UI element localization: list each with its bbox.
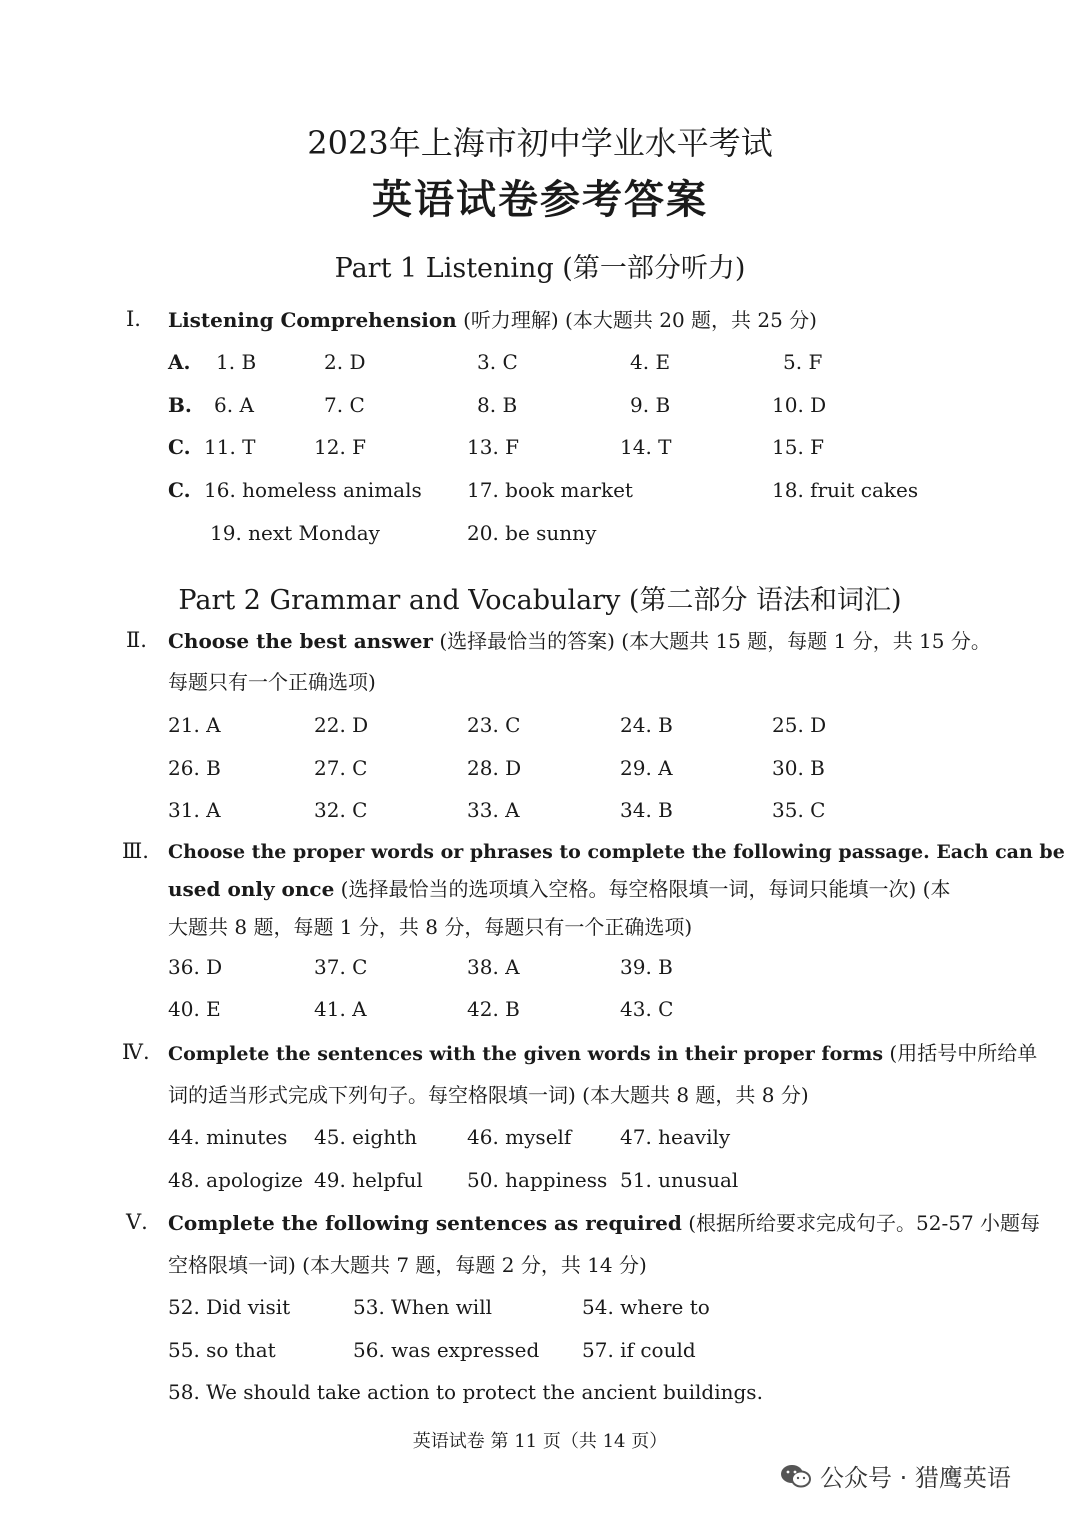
section-heading-rest: (用括号中所给单 — [883, 1041, 1038, 1065]
answer-item: 26. B — [168, 756, 221, 780]
section-heading-line2: 空格限填一词) (本大题共 7 题，每题 2 分，共 14 分) — [168, 1253, 647, 1277]
answer-item: 29. A — [620, 756, 673, 780]
answer-item: 42. B — [467, 997, 520, 1021]
section-heading-bold: Listening Comprehension — [168, 308, 457, 332]
section-number: Ⅲ. — [122, 839, 149, 863]
answer-item: 7. C — [324, 393, 365, 417]
answer-item: 44. minutes — [168, 1125, 288, 1149]
subsection-label: B. — [168, 393, 192, 417]
answer-item: 45. eighth — [314, 1125, 417, 1149]
answer-item: 48. apologize — [168, 1168, 303, 1192]
answer-item: 41. A — [314, 997, 367, 1021]
section-heading — [168, 629, 991, 653]
answer-item: 10. D — [772, 393, 827, 417]
answer-item: 47. heavily — [620, 1125, 731, 1149]
answer-item: 43. C — [620, 997, 674, 1021]
section-heading-rest: (选择最恰当的答案) (本大题共 15 题，每题 1 分，共 15 分。 — [432, 629, 991, 653]
answer-item: 40. E — [168, 997, 221, 1021]
section-heading-rest: (听力理解) (本大题共 20 题，共 25 分) — [456, 308, 817, 332]
watermark — [780, 1458, 1011, 1493]
answer-item: 6. A — [214, 393, 254, 417]
answer-item: 16. homeless animals — [204, 478, 422, 502]
answer-item: 15. F — [772, 435, 825, 459]
answer-item: 11. T — [204, 435, 256, 459]
section-heading-line2: 每题只有一个正确选项) — [168, 670, 376, 694]
answer-item: 4. E — [630, 350, 671, 374]
answer-item: 22. D — [314, 713, 369, 737]
page-footer: 英语试卷 第 11 页（共 14 页） — [412, 1431, 668, 1452]
section-number: Ⅳ. — [122, 1040, 150, 1064]
answer-item: 33. A — [467, 798, 520, 822]
answer-item: 31. A — [168, 798, 221, 822]
answer-item: 36. D — [168, 955, 223, 979]
section-heading-rest: (根据所给要求完成句子。52-57 小题每 — [681, 1211, 1041, 1235]
section-heading-rest: (选择最恰当的选项填入空格。每空格限填一词，每词只能填一次) (本 — [334, 877, 951, 901]
section-heading-bold: Complete the following sentences as required — [168, 1211, 682, 1235]
answer-item: 28. D — [467, 756, 522, 780]
answer-item: 1. B — [216, 350, 257, 374]
answer-item: 39. B — [620, 955, 673, 979]
answer-item: 14. T — [620, 435, 672, 459]
answer-item: 32. C — [314, 798, 368, 822]
answer-item: 5. F — [783, 350, 823, 374]
answer-item: 30. B — [772, 756, 825, 780]
subsection-label: A. — [168, 350, 191, 374]
subsection-label: C. — [168, 435, 191, 459]
answer-item: 27. C — [314, 756, 368, 780]
answer-item: 24. B — [620, 713, 673, 737]
answer-item: 18. fruit cakes — [772, 478, 919, 502]
answer-item: 9. B — [630, 393, 671, 417]
section-heading — [168, 1041, 1037, 1066]
answer-item: 58. We should take action to protect the ancient buildings. — [168, 1380, 763, 1404]
answer-item: 50. happiness — [467, 1168, 608, 1192]
exam-title: 2023年上海市初中学业水平考试 — [307, 124, 773, 162]
answer-item: 57. if could — [582, 1338, 696, 1362]
answer-item: 12. F — [314, 435, 367, 459]
section-heading-line3: 大题共 8 题，每题 1 分，共 8 分，每题只有一个正确选项) — [168, 915, 693, 939]
answer-item: 54. where to — [582, 1295, 710, 1319]
answer-item: 53. When will — [353, 1295, 492, 1319]
section-heading: Choose the proper words or phrases to complete the following passage. Each can be — [168, 841, 1065, 863]
section-number: Ⅴ. — [126, 1210, 148, 1234]
answer-item: 20. be sunny — [467, 521, 597, 545]
section-heading — [168, 308, 817, 332]
answer-item: 3. C — [477, 350, 518, 374]
section-heading-bold: used only once — [168, 877, 335, 901]
answer-item: 52. Did visit — [168, 1295, 291, 1319]
answer-item: 38. A — [467, 955, 520, 979]
section-number: Ⅱ. — [126, 628, 147, 652]
answer-item: 35. C — [772, 798, 826, 822]
answer-item: 49. helpful — [314, 1168, 423, 1192]
part2-title: Part 2 Grammar and Vocabulary (第二部分 语法和词汇) — [178, 585, 902, 616]
section-heading — [168, 1211, 1040, 1235]
answer-item: 55. so that — [168, 1338, 276, 1362]
answer-key-title: 英语试卷参考答案 — [372, 176, 708, 223]
watermark-text: 公众号 · 猎鹰英语 — [820, 1464, 1011, 1492]
answer-item: 51. unusual — [620, 1168, 739, 1192]
section-heading-bold: Complete the sentences with the given words in their proper forms — [168, 1043, 884, 1065]
answer-item: 17. book market — [467, 478, 633, 502]
answer-item: 37. C — [314, 955, 368, 979]
wechat-icon — [780, 1463, 812, 1489]
answer-item: 34. B — [620, 798, 673, 822]
answer-item: 8. B — [477, 393, 518, 417]
subsection-label: C. — [168, 478, 191, 502]
part1-title: Part 1 Listening (第一部分听力) — [334, 253, 746, 284]
section-heading-line2: 词的适当形式完成下列句子。每空格限填一词) (本大题共 8 题，共 8 分) — [168, 1083, 809, 1107]
section-heading-line2 — [168, 877, 950, 901]
answer-item: 13. F — [467, 435, 520, 459]
answer-item: 21. A — [168, 713, 221, 737]
section-number: Ⅰ. — [126, 307, 141, 331]
answer-item: 23. C — [467, 713, 521, 737]
answer-item: 25. D — [772, 713, 827, 737]
answer-item: 19. next Monday — [210, 521, 380, 545]
section-heading-bold: Choose the best answer — [168, 629, 433, 653]
answer-item: 2. D — [324, 350, 366, 374]
answer-item: 46. myself — [467, 1125, 572, 1149]
answer-item: 56. was expressed — [353, 1338, 540, 1362]
